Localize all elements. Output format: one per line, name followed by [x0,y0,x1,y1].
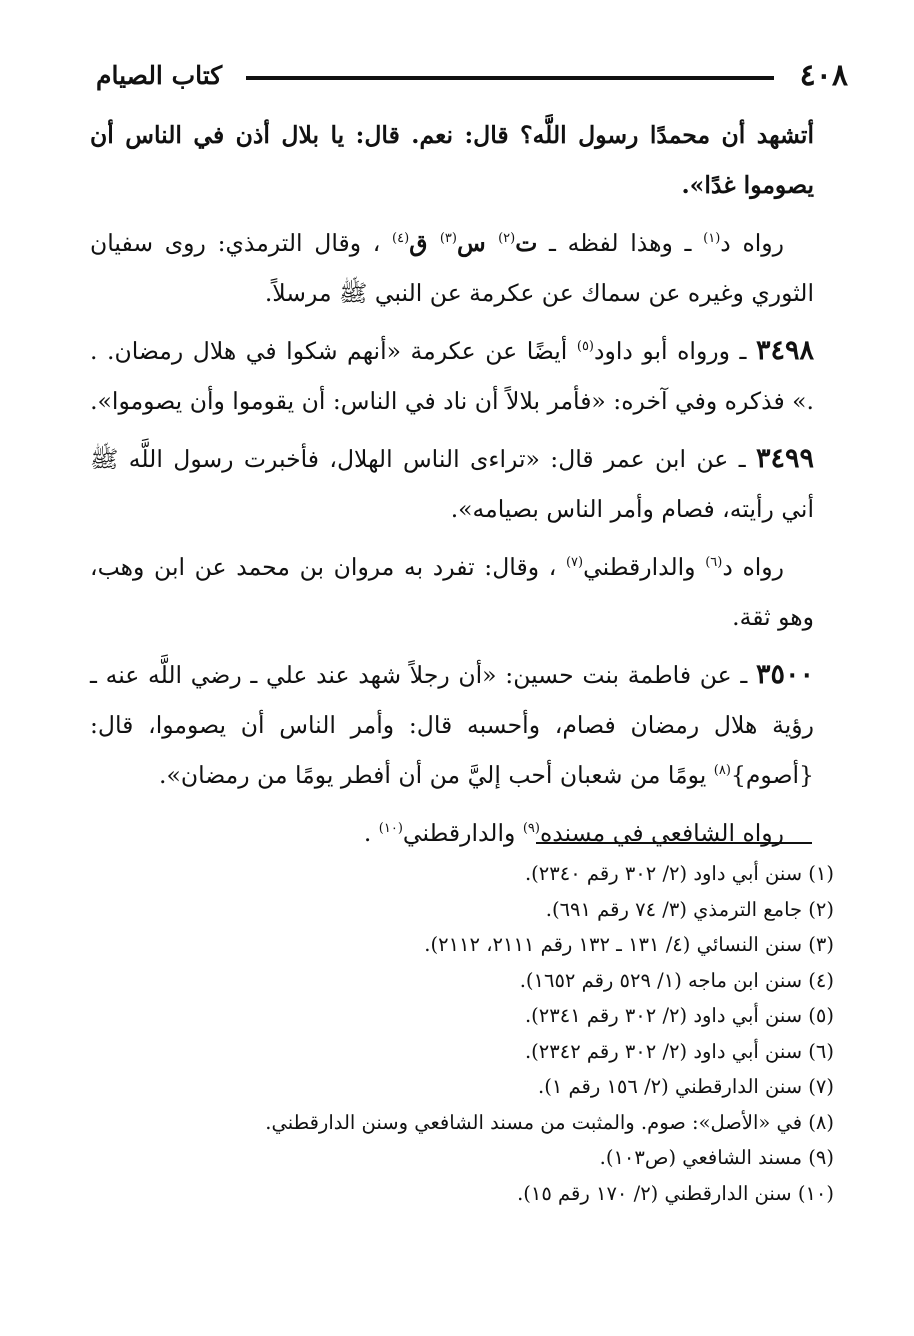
text-span: . [363,819,379,847]
footnote-ref: (٦) [705,555,723,571]
footnote-ref: (٤) [392,231,410,247]
text-span: ـ عن فاطمة بنت حسين: «أن رجلاً شهد عند علي ـ رضي اللَّه عنه ـ رؤية هلال رمضان فصام، وأحسبه قال: وأمر الناس أن يصوموا، قال: {أصوم} [90,661,814,789]
footnote-6: (٦) سنن أبي داود (٢/ ٣٠٢ رقم ٢٣٤٢). [524,1039,834,1063]
text-span: يومًا من شعبان أحب إليَّ من أن أفطر يومًا من رمضان». [159,761,714,789]
footnote-ref: (٣) [439,231,457,247]
header-rule [246,76,774,80]
text-span: ، وقال الترمذي: روى سفيان الثوري وغيره عن سماك عن عكرمة عن النبي ﷺ مرسلاً. [90,229,814,307]
footnote-3: (٣) سنن النسائي (٤/ ١٣١ ـ ١٣٢ رقم ٢١١١، ٢١١٢). [424,933,834,956]
text-span: رواه د [722,553,784,581]
text-span: ـ عن ابن عمر قال: «تراءى الناس الهلال، فأخبرت رسول اللَّه ﷺ أني رأيته، فصام وأمر الناس بصيامه». [90,445,814,523]
footnote-ref: (٨) [713,763,731,779]
footnote-ref: (١٠) [378,821,403,837]
footnote-ref: (٢) [498,231,516,247]
hadith-number: ٣٥٠٠ [755,659,814,690]
paragraph-continuation [90,110,814,210]
hadith-3499 [90,434,814,534]
page-number: ٤٠٨ [799,58,848,93]
source-code: س [456,229,499,257]
footnote-10: (١٠) سنن الدارقطني (٢/ ١٧٠ رقم ١٥). [517,1181,834,1205]
text-span: رواه د [720,229,784,257]
footnote-8: (٨) في «الأصل»: صوم. والمثبت من مسند الشافعي وسنن الدارقطني. [265,1110,834,1134]
footnote-7: (٧) سنن الدارقطني (٢/ ١٥٦ رقم ١). [538,1075,834,1098]
hadith-number: ٣٤٩٨ [755,335,814,366]
text-span: والدارقطني [402,819,523,847]
text-span: رواه الشافعي في مسنده [539,819,784,847]
footnote-ref: (٧) [565,555,584,571]
footnote-9: (٩) مسند الشافعي (ص١٠٣). [599,1146,834,1169]
hadith-number: ٣٤٩٩ [755,443,814,474]
footnote-4: (٤) سنن ابن ماجه (١/ ٥٢٩ رقم ١٦٥٢). [519,968,834,992]
footnote-1: (١) سنن أبي داود (٢/ ٣٠٢ رقم ٢٣٤٠). [524,862,834,885]
source-code: ت [515,229,538,257]
paragraph-riwayah-2 [90,542,814,642]
text-span: ـ ورواه أبو داود [594,337,756,365]
paragraph-text: أتشهد أن محمدًا رسول اللَّه؟ قال: نعم. قال: يا بلال أذن في الناس أن يصوموا غدًا». [90,121,814,199]
paragraph-riwayah-3 [90,808,814,858]
footnote-ref: (٥) [576,339,594,355]
footnotes [90,856,834,1211]
text-span: ، وقال: تفرد به مروان بن محمد عن ابن وهب، وهو ثقة. [90,553,814,631]
text-span: ـ وهذا لفظه ـ [537,229,704,257]
text-span: والدارقطني [583,553,706,581]
paragraph-riwayah-1 [90,218,814,318]
footnote-ref: (٩) [522,821,540,837]
hadith-3500 [90,650,814,800]
text-span: أيضًا عن عكرمة «أنهم شكوا في هلال رمضان. . .» فذكره وفي آخره: «فأمر بلالاً أن ناد في الناس: أن يقوموا وأن يصوموا». [90,337,814,415]
source-code: ق [409,229,440,257]
footnote-2: (٢) جامع الترمذي (٣/ ٧٤ رقم ٦٩١). [545,897,834,921]
page-header [96,54,848,102]
book-title: كتاب الصيام [96,61,223,90]
main-text [90,110,814,866]
footnote-ref: (١) [703,231,721,247]
footnote-5: (٥) سنن أبي داود (٢/ ٣٠٢ رقم ٢٣٤١). [524,1004,834,1027]
hadith-3498 [90,326,814,426]
footnote-separator [536,842,812,844]
